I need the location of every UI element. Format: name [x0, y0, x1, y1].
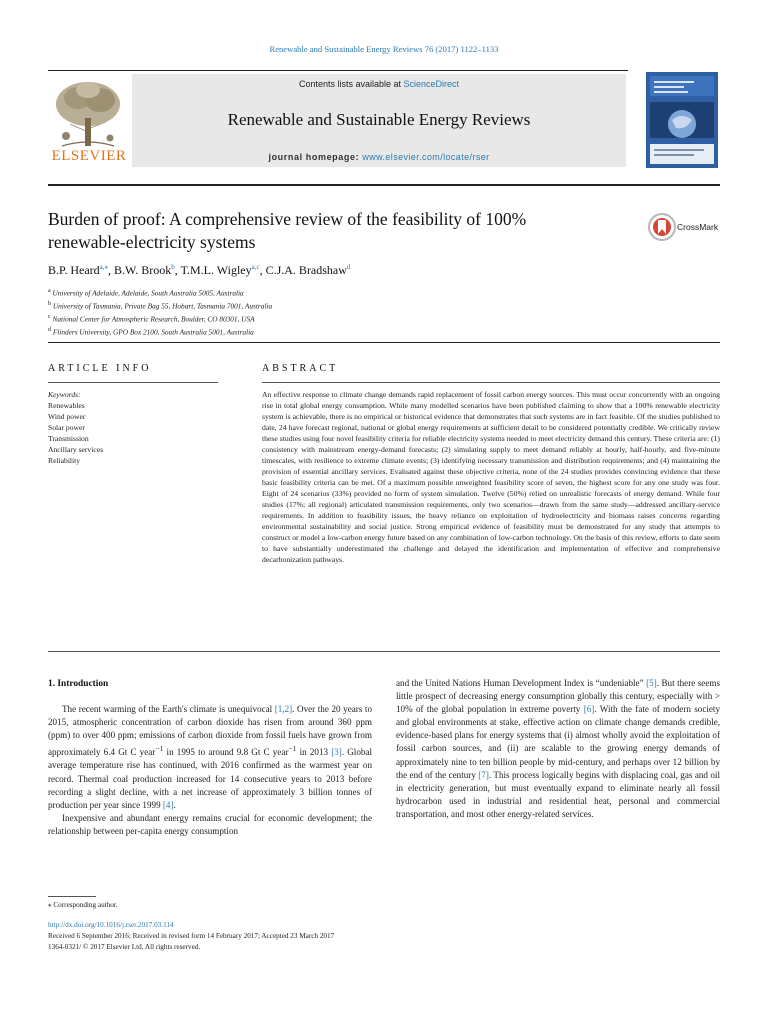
homepage-prefix: journal homepage: — [268, 152, 363, 162]
journal-title: Renewable and Sustainable Energy Reviews — [227, 110, 531, 129]
contents-line — [132, 79, 626, 89]
article-info-heading: ARTICLE INFO — [48, 363, 152, 374]
author-affiliation-marker[interactable]: a,c — [251, 263, 260, 271]
affiliation-text: University of Adelaide, Adelaide, South Australia 5005, Australia — [52, 288, 244, 298]
footnote-rule — [48, 896, 96, 897]
publisher-wordmark[interactable]: ELSEVIER — [51, 148, 127, 164]
author-name[interactable]: B.P. Heard — [48, 263, 100, 277]
section-heading-introduction: 1. Introduction — [48, 679, 109, 689]
journal-homepage-line — [132, 152, 626, 162]
author-list: B.P. Heard$^{a,⁎}$, B.W. Brook$^b$, T.M.L. Wigley$^{a,c}$, C.J.A. Bradshaw$^d$ — [48, 263, 351, 277]
body-column-left — [48, 703, 372, 838]
journal-cover-thumbnail[interactable] — [646, 72, 718, 168]
corresponding-author-footnote: ⁎ Corresponding author. — [48, 901, 118, 909]
keyword-item: Solar power — [48, 423, 85, 432]
abstract-bottom-rule — [48, 651, 720, 652]
affiliation-text: Flinders University, GPO Box 2100, South Australia 5001, Australia — [52, 327, 254, 337]
superscript: −1 — [288, 744, 297, 754]
article-title: Burden of proof: A comprehensive review of the feasibility of 100% renewable-electricity systems — [48, 209, 527, 252]
abstract-heading: ABSTRACT — [262, 363, 339, 374]
header-bottom-rule — [48, 184, 720, 186]
paragraph — [396, 677, 720, 821]
citation-link[interactable]: [1,2] — [274, 704, 293, 714]
sciencedirect-link[interactable]: ScienceDirect — [403, 79, 460, 89]
affiliation-key: b — [48, 300, 51, 307]
paragraph-text: . Over the 20 years to 2015, atmospheric concentration of carbon dioxide has risen from around 360 ppm (ppm) to over 400 ppm; emissions of carbon dioxide from fossil fuels have grown from approximately 6.4 Gt C year — [48, 704, 372, 758]
affiliation-list — [48, 286, 648, 338]
paragraph-text: . Global average temperature rise has continued, with 2016 confirmed as the warmest year on record. Thermal coal production increased for 14 consecutive years to 2013 before recording a slight decline, with a net increase of approximately 3 billion tonnes of production per year since 1999 — [48, 747, 372, 810]
affiliation-text: National Center for Atmospheric Research, Boulder, CO 80301, USA — [52, 314, 255, 324]
citation-link[interactable]: [6] — [583, 704, 595, 715]
paragraph-text: . — [173, 799, 176, 810]
copyright-notice: 1364-0321/ © 2017 Elsevier Ltd. All rights reserved. — [48, 943, 201, 951]
title-block-rule — [48, 342, 720, 343]
author-name[interactable]: T.M.L. Wigley — [180, 263, 252, 277]
journal-citation[interactable]: Renewable and Sustainable Energy Reviews 76 (2017) 1122–1133 — [269, 44, 499, 54]
affiliation-key: c — [48, 313, 51, 320]
article-info-rule — [48, 382, 218, 383]
keyword-item: Renewables — [48, 401, 85, 410]
keyword-item: Reliability — [48, 456, 81, 465]
paragraph — [48, 703, 372, 812]
keyword-list — [48, 389, 218, 466]
affiliation-item — [48, 286, 648, 299]
author-name[interactable]: B.W. Brook — [114, 263, 172, 277]
paragraph-text: . This process logically begins with displacing coal, gas and oil in electricity generation, but must eventually expand to eliminate nearly all fossil hydrocarbon used in industrial and residential heat, personal and commercial transportation, and most other energy-related services. — [396, 769, 720, 819]
journal-homepage-link[interactable]: www.elsevier.com/locate/rser — [362, 152, 490, 162]
crossmark-label[interactable]: CrossMark — [677, 222, 719, 232]
contents-prefix: Contents lists available at — [298, 79, 404, 89]
keywords-label: Keywords: — [48, 390, 81, 399]
paragraph-text: in 2013 — [296, 747, 332, 758]
affiliation-item — [48, 299, 648, 312]
author-affiliation-marker[interactable]: b — [171, 263, 175, 271]
superscript: −1 — [155, 744, 164, 754]
received-dates: Received 6 September 2016; Received in revised form 14 February 2017; Accepted 23 March 2017 — [48, 932, 335, 940]
paragraph-text: . But there seems little prospect of decreasing energy consumption globally this century, especially with > 10% of the global population in extreme poverty — [396, 678, 720, 715]
citation-link[interactable]: [5] — [646, 678, 657, 688]
keyword-item: Ancillary services — [48, 445, 104, 454]
keyword-item: Wind power — [48, 412, 86, 421]
citation-link[interactable]: [3] — [331, 747, 342, 758]
keyword-item: Transmission — [48, 434, 89, 443]
author-name[interactable]: C.J.A. Bradshaw — [265, 263, 347, 277]
paragraph-text: and the United Nations Human Development Index is “undeniable” — [396, 678, 647, 688]
citation-link[interactable]: [4] — [162, 799, 174, 810]
paragraph-text: . With the fate of modern society and global environments at stake, effective action on climate change demands credible, evidence-based plans for energy systems that (i) almost wholly avoid the exploitation of fossil carbon sources, and (ii) are scalable to the growing energy demands of approximately nine to ten billion people by mid-century, and perhaps over 12 billion by the end of the century — [396, 704, 720, 780]
affiliation-key: a — [48, 288, 51, 294]
paragraph-text: in 1995 to around 9.8 Gt C year — [163, 747, 289, 758]
author-affiliation-marker[interactable]: a,⁎ — [99, 263, 109, 271]
author-affiliation-marker[interactable]: d — [346, 263, 351, 271]
doi-link[interactable]: http://dx.doi.org/10.1016/j.rser.2017.03.114 — [48, 921, 174, 929]
affiliation-key: d — [48, 326, 51, 333]
abstract-text: An effective response to climate change demands rapid replacement of fossil carbon energy sources. This must occur concurrently with an ongoing rise in total global energy consumption. While many modelled scenarios have been published claiming to show that a 100% renewable electricity system is achievable, there is no empirical or historical evidence that demonstrates that such systems are in fact feasible. Of the studies published to date, 24 have forecast regional, national or global energy requirements at sufficient detail to be considered potentially credible. We critically review these studies using four novel feasibility criteria for reliable electricity systems needed to meet electricity demand this century. These criteria are: (1) consistency with mainstream energy-demand forecasts; (2) simulating supply to meet demand reliably at hourly, half-hourly, and five-minute timescales, with resilience to extreme climate events; (3) identifying necessary transmission and distribution requirements; and (4) maintaining the provision of essential ancillary services. Evaluated against these objective criteria, none of the 24 studies provides convincing evidence that these basic feasibility criteria can be met. Of a maximum possible unweighted feasibility score of seven, the highest score for any one study was four. Eight of 24 scenarios (33%) provided no form of system simulation. Twelve (50%) relied on unrealistic forecasts of energy demand. While four studies (17%; all regional) articulated transmission requirements, only two scenarios—drawn from the same study—addressed ancillary-service requirements. In addition to feasibility issues, the heavy reliance on exploitation of hydroelectricity and biomass raises concerns regarding environmental sustainability and social justice. Strong empirical evidence of feasibility must be demonstrated for any study that attempts to construct or model a low-carbon energy future based on any combination of low-carbon technology. On the basis of this review, efforts to date seem to have substantially underestimated the challenge and delayed the identification and implementation of effective and comprehensive decarbonization pathways. — [262, 390, 720, 564]
citation-link[interactable]: [7] — [478, 769, 489, 780]
affiliation-text: University of Tasmania, Private Bag 55, Hobart, Tasmania 7001, Australia — [52, 301, 273, 311]
body-column-right — [396, 677, 720, 821]
affiliation-item — [48, 325, 648, 338]
paragraph-text: The recent warming of the Earth's climate is unequivocal — [62, 704, 275, 714]
paragraph: Inexpensive and abundant energy remains crucial for economic development; the relationship between per-capita energy consumption — [48, 812, 372, 836]
abstract-rule — [262, 382, 720, 383]
affiliation-item — [48, 312, 648, 325]
header-top-rule — [48, 70, 628, 71]
